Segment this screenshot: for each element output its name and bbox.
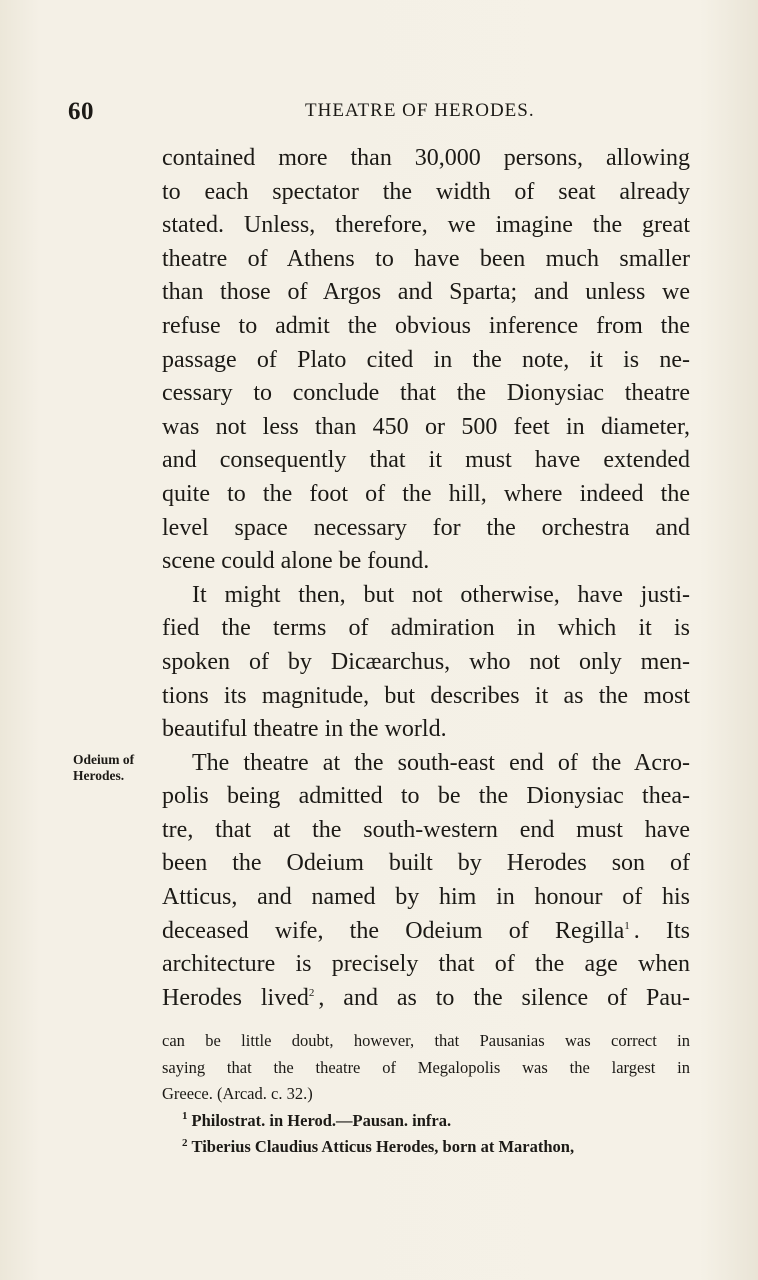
text-line: and consequently that it must have extended <box>162 447 690 474</box>
text-line: fied the terms of admiration in which it is <box>162 615 690 642</box>
page-number: 60 <box>68 98 94 125</box>
text-line: been the Odeium built by Herodes son of <box>162 850 690 877</box>
footnote-mark: 1 <box>624 919 630 932</box>
text-line: than those of Argos and Sparta; and unless we <box>162 279 690 306</box>
footnote-2 <box>162 1134 690 1161</box>
text-line <box>162 915 690 949</box>
text-line: tions its magnitude, but describes it as the most <box>162 682 690 709</box>
running-head: THEATRE OF HERODES. <box>305 100 535 121</box>
text-line: tre, that at the south-western end must have <box>162 816 690 843</box>
text-line: spoken of by Dicæarchus, who not only men- <box>162 648 690 675</box>
body-text <box>162 142 690 1015</box>
footnote-continuation <box>162 1028 690 1108</box>
footnote-line: saying that the theatre of Megalopolis was the largest in <box>162 1057 690 1077</box>
text-segment: Herodes lived <box>162 984 309 1011</box>
footnote-1 <box>162 1108 690 1135</box>
text-line: cessary to conclude that the Dionysiac theatre <box>162 380 690 407</box>
text-segment: deceased wife, the Odeium of Regilla <box>162 917 625 944</box>
text-line: level space necessary for the orchestra and <box>162 514 690 541</box>
footnotes <box>162 1028 690 1161</box>
footnote-text: Tiberius Claudius Atticus Herodes, born at Marathon, <box>191 1137 575 1156</box>
text-line: scene could alone be found. <box>162 548 430 575</box>
text-line: The theatre at the south-east end of the Acro- <box>192 749 690 776</box>
text-line: stated. Unless, therefore, we imagine the great <box>162 212 690 239</box>
text-line: theatre of Athens to have been much smaller <box>162 245 690 272</box>
text-line: refuse to admit the obvious inference from the <box>162 312 690 339</box>
text-line: Atticus, and named by him in honour of his <box>162 884 690 911</box>
text-segment: . Its <box>633 917 690 944</box>
margin-note <box>73 752 134 784</box>
text-line: to each spectator the width of seat already <box>162 178 690 205</box>
footnote-mark: 2 <box>308 986 315 999</box>
text-line: polis being admitted to be the Dionysiac thea- <box>162 783 690 810</box>
footnote-text: Philostrat. in Herod.—Pausan. infra. <box>191 1110 452 1130</box>
text-line: It might then, but not otherwise, have justi- <box>192 581 690 608</box>
footnote-line: can be little doubt, however, that Pausanias was correct in <box>162 1031 690 1050</box>
margin-note-line: Odeium of <box>73 752 135 767</box>
footnote-line: Greece. (Arcad. c. 32.) <box>162 1084 313 1103</box>
text-segment: , and as to the silence of Pau- <box>318 984 690 1011</box>
text-line: passage of Plato cited in the note, it is ne- <box>162 346 690 373</box>
text-line: architecture is precisely that of the age when <box>162 951 690 978</box>
text-line: was not less than 450 or 500 feet in diameter, <box>162 413 690 440</box>
text-line: beautiful theatre in the world. <box>162 716 447 743</box>
text-line <box>162 982 690 1016</box>
footnote-mark: 2 <box>182 1136 188 1149</box>
footnote-mark: 1 <box>182 1110 188 1122</box>
text-line: contained more than 30,000 persons, allowing <box>162 145 690 171</box>
margin-note-line: Herodes. <box>73 768 125 783</box>
text-line: quite to the foot of the hill, where indeed the <box>162 480 690 507</box>
